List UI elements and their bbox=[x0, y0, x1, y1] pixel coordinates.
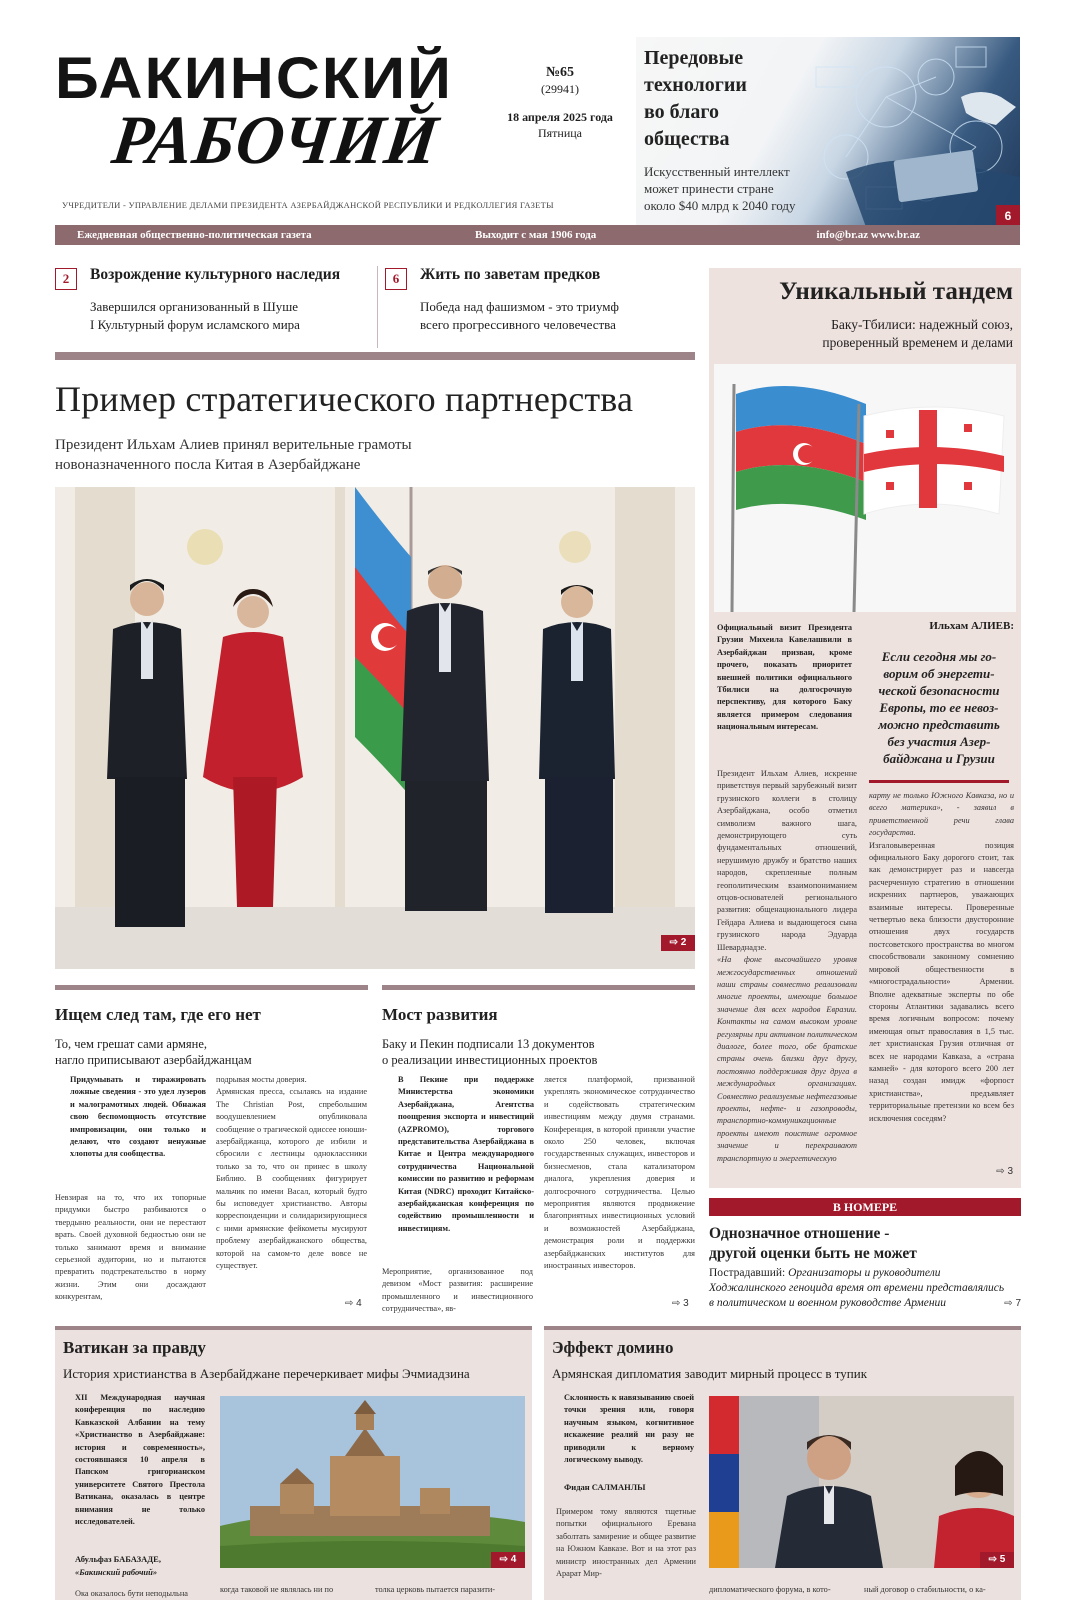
sidebar-intro: Официальный визит Президента Грузии Михеила Кавелашвили в Азербайджан призван, кроме прочего, показать приоритет внешней политики официального Тбилиси на долгосрочную перспективу, для которого Баку является примером следования национальным интересам. bbox=[717, 623, 852, 732]
vatican-title[interactable]: Ватикан за правду bbox=[63, 1338, 206, 1357]
article-jump[interactable]: ⇨ 4 bbox=[345, 1298, 362, 1309]
teaser-title[interactable]: Жить по заветам предков bbox=[420, 266, 601, 283]
flags-photo[interactable] bbox=[714, 364, 1016, 612]
technology-illustration bbox=[786, 37, 1020, 227]
band-description: Ежедневная общественно-политическая газета bbox=[77, 229, 312, 241]
domino-body: Примером тому являются тщетные попытки официального Еревана заболтать замирение и общее развитие на Южном Кавказе. Вот и на этот раз министр иностранных дел Армении Арарат Мир- bbox=[556, 1507, 696, 1579]
lead-photo-jump[interactable]: ⇨ 2 bbox=[661, 935, 695, 951]
person-3 bbox=[401, 565, 489, 911]
article-col1: Мероприятие, организованное под девизом «Мост развития: расширение промышленного и инвестиционного сотрудничества», яв- bbox=[382, 1267, 533, 1314]
lead-headline[interactable]: Пример стратегического партнерства bbox=[55, 379, 634, 419]
in-issue-text: Пострадавший: Организаторы и руководители Ходжалинского геноцида время от времени представлялись в политическом и военном руководстве Армении bbox=[709, 1267, 1005, 1309]
article-title[interactable]: Мост развития bbox=[382, 1005, 498, 1024]
sidebar-feature bbox=[709, 268, 1021, 1188]
minister-photo-jump[interactable]: ⇨ 5 bbox=[980, 1552, 1014, 1568]
armenia-flag-icon bbox=[709, 1396, 739, 1568]
logo-line-2: РАБОЧИЙ bbox=[107, 102, 443, 179]
minister-photo[interactable] bbox=[709, 1396, 1014, 1568]
vatican-tail: когда таковой не являлась ни по bbox=[220, 1585, 334, 1594]
info-band bbox=[55, 225, 1020, 245]
article-col2: ляется платформой, призванной укреплять экономическое сотрудничество и содействовать стратегическим инвестициям между двумя странами. Конференция, в которой приняли участие около 250 человек, включая государственных служащих, инвесторов и бизнесменов, стала катализатором диалога, укрепления доверия и долгосрочного сотрудничества. Целью мероприятия являются продвижение благоприятных инвестиционных условий и возможностей Азербайджана, демонстрация роли и поддержки азербайджанских институтов для иностранных инвесторов. bbox=[544, 1075, 695, 1271]
church-photo-jump[interactable]: ⇨ 4 bbox=[491, 1552, 525, 1568]
teaser-page-tag[interactable]: 6 bbox=[385, 268, 407, 290]
teaser-divider bbox=[377, 266, 378, 348]
person-1 bbox=[107, 579, 187, 927]
domino-tail: дипломатического форума, в кото- bbox=[709, 1585, 831, 1594]
article-deck: То, чем грешат сами армяне, нагло приписывают азербайджанцам bbox=[55, 1037, 252, 1067]
sidebar-col1: Президент Ильхам Алиев, искренне приветствуя первый зарубежный визит грузинского коллеги в столицу Азербайджана, особо отметил символизм важного шага, демонстрирующего суть фундаментальных отношений, нерушимую дружбу и братство наших народов, скрепленные полным геополитическим взаимопониманием отцов-основателей регионального развития: общенационального лидера Гейдара Алиева и выдающегося сына грузинского народа Эдуарда Шеварднадзе. «На фоне высочайшего уровня межгосударственных отношений наши страны совместно реализовали многие проекты, имеющие большое значение для всех народов Евразии. Контакты на самом высоком уровне регулярны при активном политическом диалоге, более того, обе братские страны очень близки друг другу, постоянно поддерживая друг друга в международных организациях. Совместно реализуемые нефтегазовые проекты, нефте- и газопроводы, транспортно-коммуникационные проекты имеют поистине огромное значение и перекраивают транспортную и энергетическую bbox=[717, 769, 857, 1163]
lead-deck: Президент Ильхам Алиев принял верительные грамоты новоназначенного посла Китая в Азербайджане bbox=[55, 437, 412, 473]
founders-line: УЧРЕДИТЕЛИ - УПРАВЛЕНИЕ ДЕЛАМИ ПРЕЗИДЕНТА АЗЕРБАЙДЖАНСКОЙ РЕСПУБЛИКИ И РЕДКОЛЛЕГИЯ ГАЗЕТЫ bbox=[62, 200, 554, 210]
section-rule bbox=[55, 352, 695, 360]
domino-deck: Армянская дипломатия заводит мирный процесс в тупик bbox=[552, 1366, 868, 1381]
logo-line-1: БАКИНСКИЙ bbox=[55, 46, 453, 111]
in-issue-jump[interactable]: ⇨ 7 bbox=[1004, 1298, 1021, 1309]
vatican-author: Абульфаз БАБАЗАДЕ, bbox=[75, 1554, 161, 1564]
domino-lead: Склонность к навязыванию своей точки зрения или, говоря научным языком, когнитивное искажение реалий ни разу не приводили к верному логическому выводу. bbox=[564, 1393, 694, 1465]
sidebar-deck: Баку-Тбилиси: надежный союз, проверенный временем и делами bbox=[822, 317, 1013, 350]
vatican-lead: XII Международная научная конференция по наследию Кавказской Албании на тему «Христианство в Азербайджане: история и современность», состоявшаяся 10 апреля в Папском григорианском университете Святого Престола Ватикана, оказалась в центре внимания не только исследователей. bbox=[75, 1393, 205, 1527]
domino-tail: ный договор о стабильности, о ка- bbox=[864, 1585, 986, 1594]
vatican-deck: История христианства в Азербайджане перечеркивает мифы Эчмиадзина bbox=[63, 1366, 470, 1381]
section-rule bbox=[382, 985, 695, 990]
vatican-tail: Ока оказалось бути неподыльна bbox=[75, 1589, 188, 1598]
issue-total: (29941) bbox=[541, 82, 579, 96]
promo-title: Передовые технологии во благо общества bbox=[644, 47, 747, 150]
lead-photo-scene bbox=[55, 487, 695, 969]
teaser-title[interactable]: Возрождение культурного наследия bbox=[90, 266, 341, 283]
vatican-block bbox=[55, 1326, 532, 1600]
band-since: Выходит с мая 1906 года bbox=[475, 229, 597, 241]
newspaper-logo bbox=[55, 46, 485, 179]
quote-rule bbox=[869, 780, 1009, 783]
promo-subtitle: Искусственный интеллект может принести стране около $40 млрд к 2040 году bbox=[644, 164, 796, 213]
promo-box[interactable] bbox=[636, 37, 1020, 227]
issue-weekday: Пятница bbox=[537, 126, 583, 140]
section-rule bbox=[55, 985, 368, 990]
pull-quote: Если сегодня мы го- ворим об энергети- ческой безопасности Европы, то ее невоз- можно представить без участия Азер- байджана и Грузии bbox=[878, 649, 1000, 766]
issue-info bbox=[500, 64, 620, 141]
quote-author: Ильхам АЛИЕВ: bbox=[929, 620, 1014, 632]
promo-page-tag[interactable]: 6 bbox=[996, 205, 1020, 227]
teaser-text: Победа над фашизмом - это триумф всего прогрессивного человечества bbox=[420, 299, 619, 332]
domino-title[interactable]: Эффект домино bbox=[552, 1338, 674, 1357]
teaser-text: Завершился организованный в Шуше I Культурный форум исламского мира bbox=[90, 299, 300, 332]
domino-author: Фидан САЛМАНЛЫ bbox=[564, 1482, 646, 1492]
vatican-tail: толка церковь пытается паразити- bbox=[375, 1585, 496, 1594]
article-col2: подрывая мосты доверия. Армянская пресса, ссылаясь на издание The Christian Post, спребольшим воодушевлением опубликовала сообщение о трагической одиссее юноши-азербайджанца, которого де избили и сбросили с лестницы одноклассники только за то, что он принес в школу Библию. В сообщениях фигурирует мальчик по имени Васал, который будто бы исповедует христианство. Авторы корреспонденции и солидаризирующиеся с ними армянские фейкометы мусируют проблему азербайджанского общества, которой на самом-то деле вовсе не существует. bbox=[216, 1075, 367, 1271]
in-issue-label: В НОМЕРЕ bbox=[709, 1198, 1021, 1216]
article-jump[interactable]: ⇨ 3 bbox=[672, 1298, 689, 1309]
minister-scene bbox=[709, 1396, 1014, 1568]
church-photo[interactable] bbox=[220, 1396, 525, 1568]
article-deck: Баку и Пекин подписали 13 документов о реализации инвестиционных проектов bbox=[382, 1037, 598, 1067]
sidebar-jump[interactable]: ⇨ 3 bbox=[996, 1166, 1013, 1177]
sidebar-title[interactable]: Уникальный тандем bbox=[779, 278, 1013, 305]
article-col1: Невзирая на то, что их топорные придумки быстро разбиваются о твердыню реальности, они не перестают врать. Своей духовной бедностью они не только занимают время и внимание серьезной аудитории, но и пытаются превратить подстрекательство в норму жизни. Этим они досаждают конкурентам, bbox=[55, 1193, 206, 1302]
lead-photo[interactable] bbox=[55, 487, 695, 969]
church-scene bbox=[220, 1396, 525, 1568]
teaser-page-tag[interactable]: 2 bbox=[55, 268, 77, 290]
in-issue-title[interactable]: Однозначное отношение - другой оценки быть не может bbox=[709, 1225, 917, 1262]
issue-number: №65 bbox=[545, 65, 575, 80]
vatican-outlet: «Бакинский рабочий» bbox=[75, 1567, 158, 1577]
person-4 bbox=[539, 585, 615, 913]
sidebar-col2: карту не только Южного Кавказа, но и всего материка», - заявил в приветственной речи глава государства. Изгаловыверенная позиция официального Баку дорогого стоит, так как демонстрирует раз и навсегда расчерченную стратегию в отношении искренних партнеров, уважающих взаимные интересы. Проверенные четвертью века близости двусторонние отношения двух государств постсоветского пространства во многом способствовали законному сомнению мировой общественности в «многострадальности» Армении. Вполне адекватные эксперты по обе стороны Атлантики задавались всего время логичным вопросом: почему имеющая опыт православия в 1,5 тыс. лет христианская Грузия отличная от всех не народами Кавказа, а «страна камней» - для которого всего 200 лет назад создан имидж «форпост христианства», предъявляет территориальные претензии ко всем без исключения соседям? bbox=[869, 791, 1014, 1123]
flags-scene bbox=[714, 364, 1016, 612]
domino-block bbox=[544, 1326, 1021, 1600]
article-title[interactable]: Ищем след там, где его нет bbox=[55, 1005, 261, 1024]
band-contacts[interactable]: info@br.az www.br.az bbox=[816, 229, 920, 241]
issue-date: 18 апреля 2025 года bbox=[507, 110, 613, 124]
article-lead: Придумывать и тиражировать ложные сведения - это удел лузеров и малограмотных людей. Обнажая свою беспомощность отсутствие импровизации, они только и делают, что создают ненужные хлопоты для сообщества. bbox=[70, 1075, 206, 1159]
article-lead: В Пекине при поддержке Министерства экономики Азербайджана, Агентства поощрения экспорта и инвестиций (AZPROMO), торгового представительства Азербайджана в Китае и Центра международного сотрудничества Национальной комиссии по развитию и реформам Китая (NDRC) проходит Китайско-азербайджанская конференция по содействию промышленности и инвестициям. bbox=[398, 1075, 534, 1233]
